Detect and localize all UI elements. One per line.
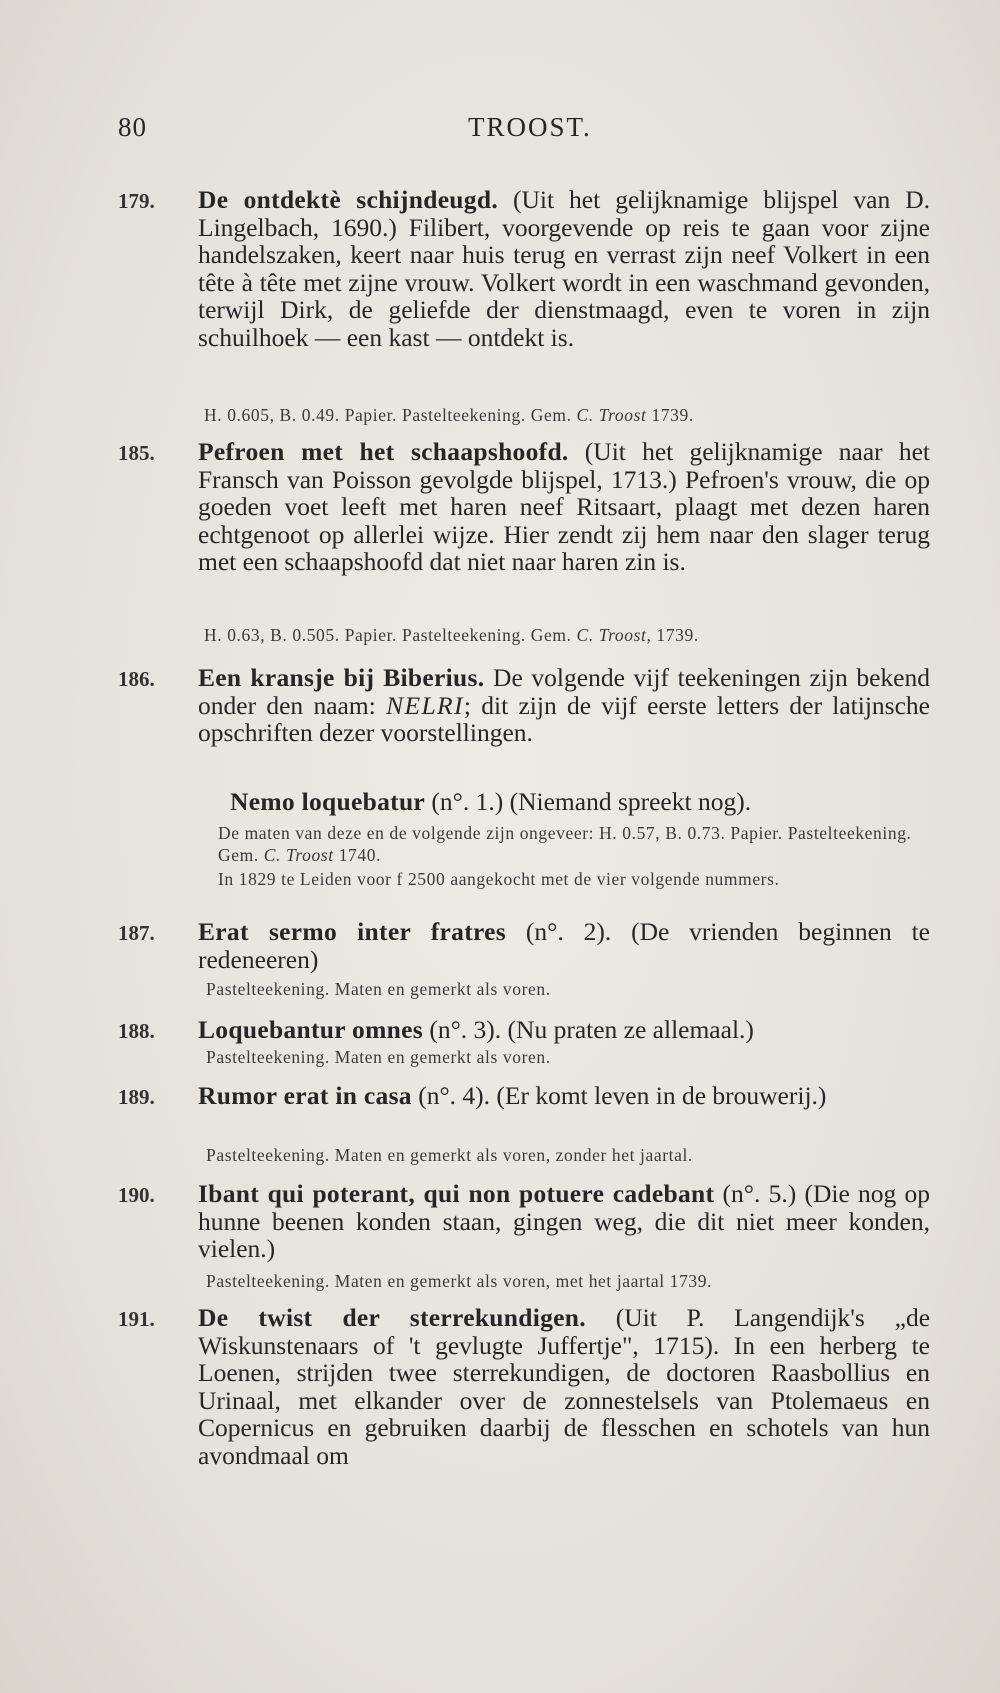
entry-metadata [204, 624, 930, 646]
entry-metadata [206, 1270, 932, 1292]
sub-entry-text: (n°. 1.) (Niemand spreekt nog). [425, 787, 752, 816]
entry-metadata [206, 1046, 932, 1068]
entry-title: Loquebantur omnes [198, 1015, 423, 1044]
entry-title: Erat sermo inter fratres [198, 917, 507, 946]
entry-text: (Uit P. Langendijk's „de Wiskunstenaars of 't gevlugte Juffertje", 1715). In een herberg te Loenen, strijden twee sterrekundigen, de doctoren Raasbollius en Urinaal, met elkander over de zonnestelsels van Ptolemaeus en Copernicus en gebruiken daarbij de flesschen en schotels van hun avondmaal om [198, 1303, 931, 1470]
artist-signature: C. Troost [576, 405, 647, 425]
entry-text: (n°. 5.) (Die nog op hunne beenen konden staan, gingen weg, die dit niet meer konden, vielen.) [198, 1179, 930, 1263]
entry-title: Een kransje bij Biberius. [198, 663, 485, 692]
entry-text: (n°. 4). (Er komt leven in de brouwerij.) [411, 1081, 827, 1110]
entry-number: 189. [118, 1085, 155, 1109]
entry-description [198, 186, 930, 351]
entry-description [198, 1180, 930, 1263]
running-title: TROOST. [468, 112, 592, 142]
entry-metadata [204, 404, 930, 426]
metadata-text: Pastelteekening. Maten en gemerkt als voren. [206, 1047, 551, 1067]
metadata-text: Pastelteekening. Maten en gemerkt als voren. [206, 979, 551, 999]
entry-description [198, 1304, 930, 1469]
metadata-year: 1739. [651, 625, 699, 645]
metadata-text: De maten van deze en de volgende zijn ongeveer: H. 0.57, B. 0.73. Papier. Pastelteekening. Gem. [218, 823, 912, 865]
entry-metadata [206, 1144, 932, 1166]
entry-text: (Uit het gelijknamige naar het Fransch van Poisson gevolgde blijspel, 1713.) Pefroen's vrouw, die op goeden voet leeft met haren neef Ritsaart, plaagt met dezen haren echtgenoot op allerlei wijze. Hier zendt zij hem naar den slager terug met een schaapshoofd dat niet naar haren zin is. [198, 437, 931, 576]
entry-title: De twist der sterrekundigen. [198, 1303, 586, 1332]
entry-number: 186. [118, 667, 155, 691]
metadata-text: Pastelteekening. Maten en gemerkt als voren, met het jaartal 1739. [206, 1271, 713, 1291]
metadata-text: H. 0.605, B. 0.49. Papier. Pastelteekening. Gem. [204, 405, 577, 425]
entry-text-italic: NELRI [386, 690, 464, 720]
entry-text: (Uit het gelijknamige blijspel van D. Lingelbach, 1690.) Filibert, voorgevende op reis te gaan voor zijne handelszaken, keert naar huis terug en verrast zijn neef Volkert in een tête à tête met zijne vrouw. Volkert wordt in een waschmand gevonden, terwijl Dirk, de geliefde der dienstmaagd, even te voren in zijn schuilhoek — een kast — ontdekt is. [198, 185, 930, 352]
metadata-year: 1739. [646, 405, 694, 425]
entry-text: (n°. 2). (De vrienden beginnen te redeneeren) [198, 917, 931, 974]
entry-title: De ontdektè schijndeugd. [198, 185, 498, 214]
entry-number: 185. [118, 441, 155, 465]
artist-signature: C. Troost [263, 845, 334, 865]
artist-signature: C. Troost, [576, 625, 652, 645]
entry-text: De volgende vijf teekeningen zijn bekend onder den naam: [198, 663, 930, 720]
entry-title: Ibant qui poterant, qui non potuere cadebant [198, 1179, 715, 1208]
entry-number: 188. [118, 1019, 155, 1043]
metadata-text: Pastelteekening. Maten en gemerkt als voren, zonder het jaartal. [206, 1145, 693, 1165]
entry-description [198, 1016, 930, 1044]
entry-provenance [218, 868, 930, 890]
entry-metadata [218, 822, 930, 866]
metadata-year: 1740. [333, 845, 382, 865]
provenance-text: In 1829 te Leiden voor f 2500 aangekocht met de vier volgende nummers. [218, 869, 780, 889]
entry-number: 191. [118, 1307, 155, 1331]
entry-number: 187. [118, 921, 155, 945]
entry-number: 190. [118, 1183, 155, 1207]
entry-description [198, 664, 930, 747]
entry-title: Pefroen met het schaapshoofd. [198, 437, 569, 466]
sub-entry-title: Nemo loquebatur [230, 787, 426, 816]
sub-entry [230, 788, 930, 816]
page-number: 80 [118, 112, 147, 142]
entry-description [198, 438, 930, 576]
entry-text: (n°. 3). (Nu praten ze allemaal.) [422, 1015, 754, 1044]
metadata-text: H. 0.63, B. 0.505. Papier. Pastelteekening. Gem. [204, 625, 577, 645]
entry-number: 179. [118, 189, 155, 213]
entry-metadata [206, 978, 932, 1000]
entry-title: Rumor erat in casa [198, 1081, 412, 1110]
entry-text: ; dit zijn de vijf eerste letters der latijnsche opschriften dezer voorstellingen. [198, 690, 930, 747]
entry-description [198, 918, 930, 973]
entry-description [198, 1082, 930, 1110]
